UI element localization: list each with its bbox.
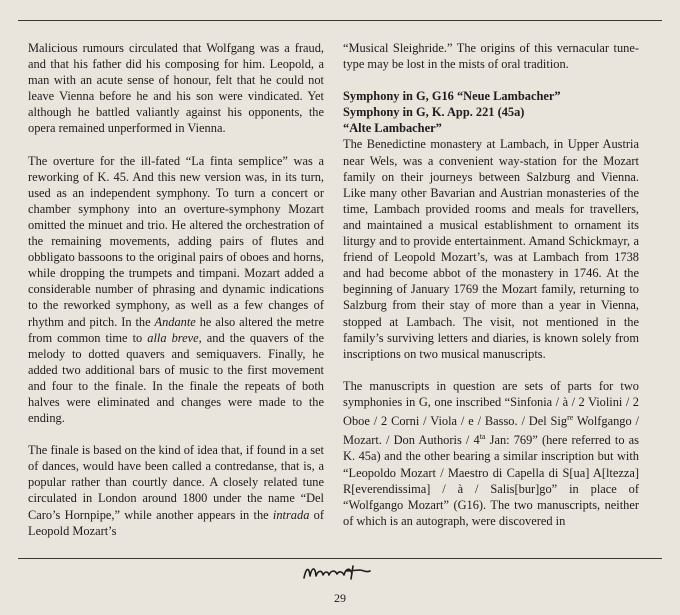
page-number: 29 [334, 591, 346, 605]
section-heading-line-2: Symphony in G, K. App. 221 (45a) [343, 105, 525, 120]
right-paragraph-2: The Benedictine monastery at Lambach, in Upper Austria near Wels, was a convenient way-station for the Mozart family on their journeys between Salzburg and Vienna. Like many other Bavarian and Austrian monasteries of the time, Lambach provided rooms and meals for travellers, and maintained a musical establishment to ornament its liturgy and to provide entertainment. Amand Schickmayr, a friend of Leopold Mozart’s, was at Lambach from 1738 and had become abbot of the monastery in 1746. At the beginning of January 1769 the Mozart family, returning to Salzburg from their stay of more than a year in Vienna, stopped at Lambach. The visit, not mentioned in the family’s surviving letters and diaries, is known solely from inscriptions on two musical manuscripts. [343, 137, 639, 361]
right-column [343, 40, 639, 529]
section-heading-line-3: “Alte Lambacher” [343, 121, 442, 136]
right-paragraph-3: The manuscripts in question are sets of parts for two symphonies in G, one inscribed “Sinfonia / à / 2 Violini / 2 Oboe / 2 Corni / Viola / e / Basso. / Del Sig$^{re}$ Wolfgango / Mozart. / Don Authoris / $4^{ta}$ Jan: 769” (here referred to as K. 45a) and the other bearing a similar inscription but with “Leopoldo Mozart / Maestro di Capella di S[ua] A[ltezza] R[everendissima] / à / Salis[bur]go” in place of “Wolfgango Mozart” (G16). The two manuscripts, neither of which is an autograph, were discovered in [343, 378, 639, 528]
section-heading-line-1: Symphony in G, G16 “Neue Lambacher” [343, 89, 561, 104]
bottom-rule [18, 558, 662, 559]
top-rule [18, 20, 662, 21]
left-paragraph-1: Malicious rumours circulated that Wolfgang was a fraud, and that his father did his composing for him. Leopold, a man with an acute sense of honour, felt that he could not leave Vienna before he and his son were vindicated. Yet although he battled valiantly against his opponents, the opera remained unperformed in Vienna. [28, 41, 324, 136]
mozart-signature-icon [300, 562, 380, 582]
left-column [28, 40, 324, 539]
left-paragraph-2: The overture for the ill-fated “La finta semplice” was a reworking of K. 45. And this new version was, in its turn, used as an independent symphony. To turn a concert or chamber symphony into an overture-symphony Mozart omitted the minuet and trio. He altered the orchestration of the remaining movements, adding pairs of flutes and obbligato bassoons to the original pairs of oboes and horns, while dropping the trumpets and timpani. Mozart added a considerable number of phrasing and dynamic indications to the reworked symphony, as well as a few changes of rhythm and pitch. In the Andante he also altered the metre from common time to alla breve, and the quavers of the melody to dotted quavers and semiquavers. Finally, he added two additional bars of music to the first movement and four to the finale. In the finale the repeats of both halves were eliminated and changes were made to the ending. [28, 153, 324, 426]
left-paragraph-3: The finale is based on the kind of idea that, if found in a set of dances, would have been called a contredanse, that is, a popular rather than courtly dance. A closely related tune circulated in London around 1800 under the name “Del Caro’s Hornpipe,” while another appears in the intrada of Leopold Mozart’s [28, 443, 324, 538]
right-paragraph-1: “Musical Sleighride.” The origins of this vernacular tune-type may be lost in the mists of oral tradition. [343, 41, 639, 72]
